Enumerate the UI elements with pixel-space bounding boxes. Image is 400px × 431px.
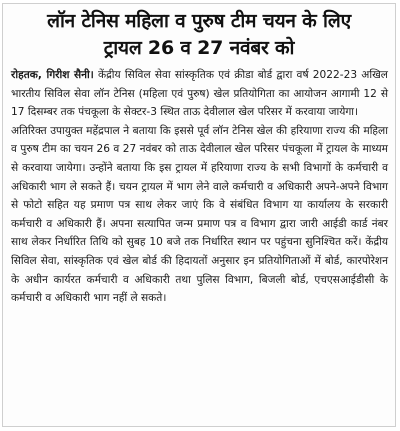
headline-line-1: लॉन टेनिस महिला व पुरुष टीम चयन के लिए	[47, 10, 351, 32]
headline	[9, 8, 389, 62]
paragraph-2: अतिरिक्त उपायुक्त महेंद्रपाल ने बताया कि इससे पूर्व लॉन टेनिस खेल की हरियाणा राज्य की महिला व पुरुष टीम का चयन 26 व 27 नवंबर को ताऊ देवीलाल खेल परिसर पंचकूला में ट्रायल के माध्यम से करवाया जायेगा। उन्होंने बताया कि इस ट्रायल में हरियाणा राज्य के सभी विभागों के कर्मचारी व अधिकारी भाग ले सकते हैं। चयन ट्रायल में भाग लेने वाले कर्मचारी व अधिकारी अपने-अपने विभाग से फोटो सहित यह प्रमाण पत्र साथ लेकर जाएं कि वे संबंधित विभाग या कार्यालय के सरकारी कर्मचारी व अधिकारी हैं। अपना सत्यापित जन्म प्रमाण पत्र व विभाग द्वारा जारी आईडी कार्ड नंबर साथ लेकर निर्धारित तिथि को सुबह 10 बजे तक निर्धारित स्थान पर पहुंचना सुनिश्चित करें। केंद्रीय सिविल सेवा, सांस्कृतिक एवं खेल बोर्ड की हिदायतों अनुसार इन प्रतियोगिताओं में बोर्ड, कारपोरेशन के अधीन कार्यरत कर्मचारी व अधिकारी तथा पुलिस विभाग, बिजली बोर्ड, एचएसआईडीसी के कर्मचारी व अधिकारी भाग नहीं ले सकते।	[11, 124, 388, 305]
article-body	[11, 66, 388, 308]
dateline: रोहतक, गिरीश सैनी।	[11, 69, 94, 81]
headline-line-2: ट्रायल 26 व 27 नवंबर को	[103, 37, 295, 59]
news-clipping	[2, 3, 396, 427]
paragraph-1	[11, 66, 388, 122]
paragraph-1-text: केंद्रीय सिविल सेवा सांस्कृतिक एवं क्रीडा बोर्ड द्वारा वर्ष 2022-23 अखिल भारतीय सिविल सेवा लॉन टेनिस (महिला एवं पुरुष) खेल प्रतियोगिता का आयोजन आगामी 12 से 17 दिसम्बर तक पंचकूला के सेक्टर-3 स्थित ताऊ देवीलाल खेल परिसर में करवाया जायेगा।	[11, 69, 388, 119]
